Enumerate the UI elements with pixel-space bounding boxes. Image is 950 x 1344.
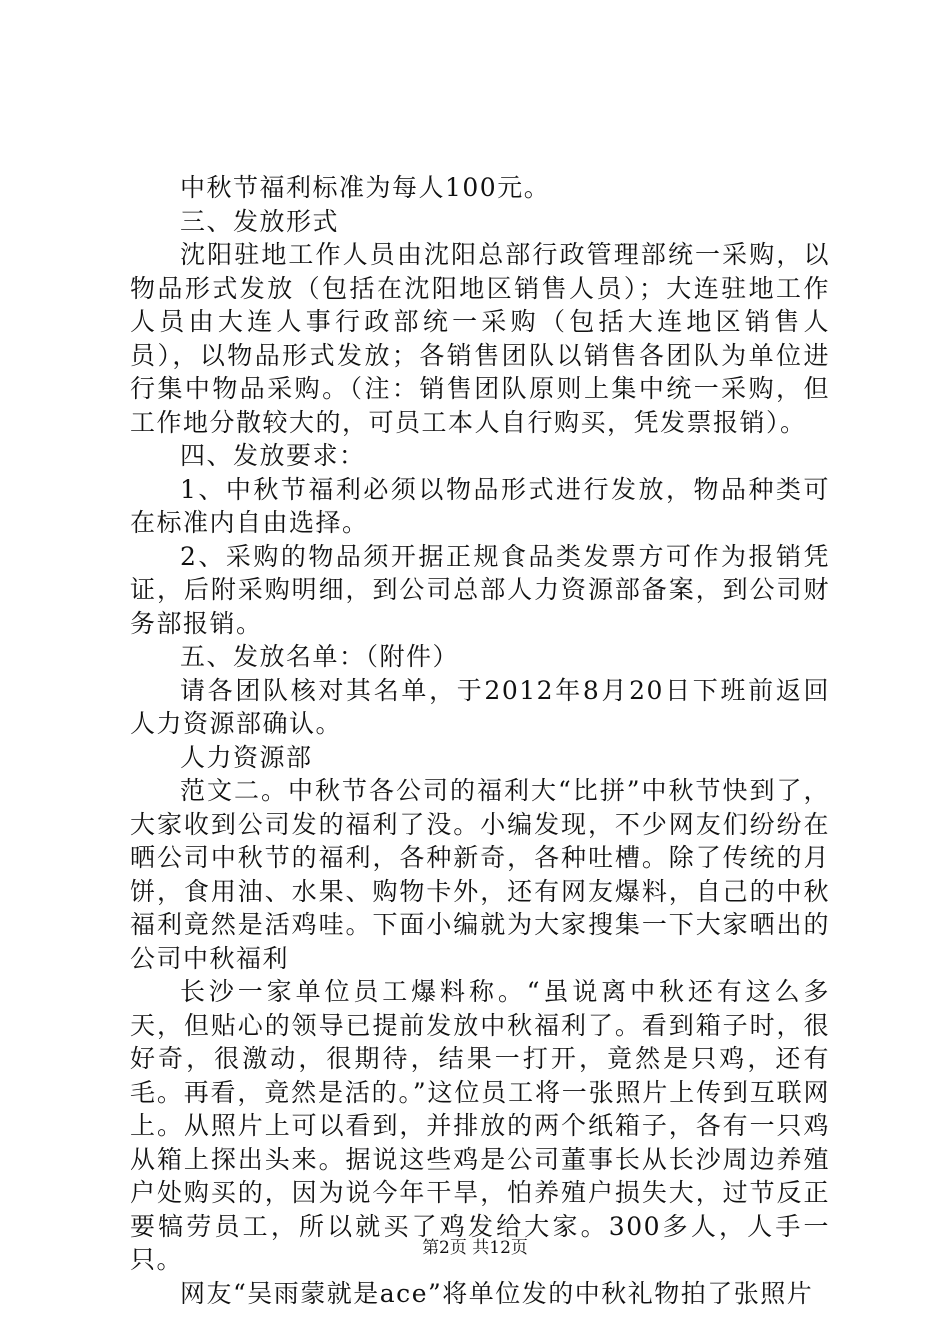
paragraph-changsha-story: 长沙一家单位员工爆料称。“虽说离中秋还有这么多天，但贴心的领导已提前发放中秋福利了。看到箱子时，很好奇，很激动，很期待，结果一打开，竟然是只鸡，还有毛。再看，竟然是活的。”这位员工将一张照片上传到互联网上。从照片上可以看到，并排放的两个纸箱子，各有一只鸡从箱上探出头来。据说这些鸡是公司董事长从长沙周边养殖户处购买的，因为说今年干旱，怕养殖户损失大，过节反正要犒劳员工，所以就买了鸡发给大家。300多人，人手一只。 <box>130 977 830 1274</box>
paragraph-requirement-1: 1、中秋节福利必须以物品形式进行发放，物品种类可在标准内自由选择。 <box>130 474 830 537</box>
paragraph-standard: 中秋节福利标准为每人100元。 <box>180 173 551 202</box>
paragraph-confirm-list: 请各团队核对其名单，于2012年8月20日下班前返回人力资源部确认。 <box>130 675 830 738</box>
paragraph-requirement-2: 2、采购的物品须开据正规食品类发票方可作为报销凭证，后附采购明细，到公司总部人力资源部备案，到公司财务部报销。 <box>130 541 830 638</box>
paragraph-sample-two: 范文二。中秋节各公司的福利大“比拼”中秋节快到了，大家收到公司发的福利了没。小编发现，不少网友们纷纷在晒公司中秋节的福利，各种新奇，各种吐槽。除了传统的月饼，食用油、水果、购物卡外，还有网友爆料，自己的中秋福利竟然是活鸡哇。下面小编就为大家搜集一下大家晒出的公司中秋福利 <box>130 776 830 973</box>
heading-distribution-form: 三、发放形式 <box>180 206 340 236</box>
heading-distribution-list: 五、发放名单：（附件） <box>180 642 460 671</box>
heading-distribution-requirements: 四、发放要求： <box>180 441 366 470</box>
paragraph-distribution-form: 沈阳驻地工作人员由沈阳总部行政管理部统一采购，以物品形式发放（包括在沈阳地区销售人员）；大连驻地工作人员由大连人事行政部统一采购（包括大连地区销售人员），以物品形式发放；各销售团队以销售各团队为单位进行集中物品采购。（注：销售团队原则上集中统一采购，但工作地分散较大的，可员工本人自行购买，凭发票报销）。 <box>130 240 830 437</box>
paragraph-netizen-photo: 网友“吴雨蒙就是ace”将单位发的中秋礼物拍了张照片 <box>180 1278 814 1308</box>
document-body <box>130 171 830 1310</box>
signature-hr-department: 人力资源部 <box>180 742 313 772</box>
page-number: 第2页 共12页 <box>422 1238 528 1258</box>
